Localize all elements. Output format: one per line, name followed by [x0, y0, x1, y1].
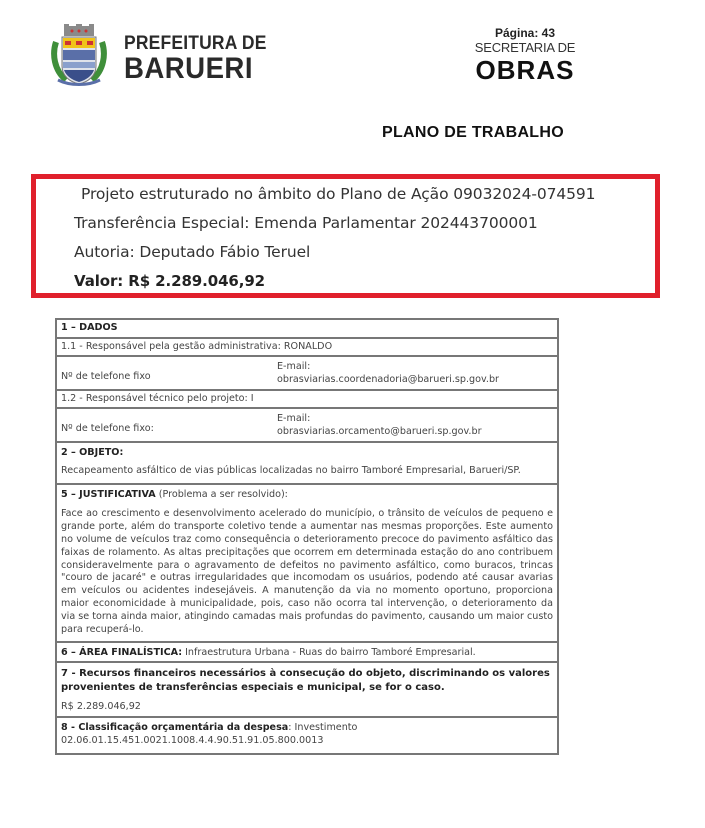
autoria-line: Autoria: Deputado Fábio Teruel	[74, 243, 311, 261]
org-name	[124, 34, 279, 84]
justificativa-subheading: (Problema a ser resolvido):	[155, 488, 288, 500]
responsavel-gestao: 1.1 - Responsável pela gestão administrativa: RONALDO	[57, 339, 557, 357]
section-justificativa	[57, 485, 557, 643]
area-finalistica-value: Infraestrutura Urbana - Ruas do bairro Tamboré Empresarial.	[182, 646, 476, 658]
section-justificativa-title	[57, 485, 557, 503]
area-finalistica-heading: 6 – ÁREA FINALÍSTICA:	[61, 646, 183, 658]
valor-line: Valor: R$ 2.289.046,92	[74, 272, 266, 290]
phone-label: Nº de telefone fixo	[61, 371, 151, 382]
contact-row-2	[57, 409, 557, 443]
section-dados-title: 1 – DADOS	[57, 320, 557, 339]
contact-row-1	[57, 357, 557, 391]
justificativa-heading: 5 – JUSTIFICATIVA	[61, 488, 156, 500]
org-name-line1: PREFEITURA DE	[124, 33, 267, 54]
objeto-text: Recapeamento asfáltico de vias públicas localizadas no bairro Tamboré Empresarial, Barueri/SP.	[61, 465, 521, 476]
document-title: PLANO DE TRABALHO	[382, 124, 564, 141]
phone-label: Nº de telefone fixo:	[61, 423, 154, 434]
recursos-heading: 7 - Recursos financeiros necessários à consecução do objeto, discriminando os valores provenientes de transferências especiais e municipal, se for o caso.	[61, 667, 550, 693]
plano-acao-line: Projeto estruturado no âmbito do Plano de Ação 09032024-074591	[81, 185, 596, 203]
page-info	[470, 26, 580, 84]
coat-of-arms-icon	[50, 24, 108, 88]
highlight-box	[31, 174, 660, 298]
email-value: obrasviarias.coordenadoria@barueri.sp.gov.br	[277, 374, 499, 385]
recursos-value: R$ 2.289.046,92	[61, 700, 141, 712]
email-label: E-mail:	[277, 413, 311, 424]
justificativa-text: Face ao crescimento e desenvolvimento acelerado do município, o trânsito de veículos de pequeno e grande porte, além do transporte coletivo tende a aumentar nas mesmas proporções. Este aumento no volume de veículos traz como consequência o deterioramento precoce do pavimento asfáltico das faixas de rolamento. As altas precipitações que ocorrem em determinada estação do ano contribuem consideravelmente para o agravamento de defeitos no pavimento asfáltico, como buracos, trincas "couro de jacaré" e outras irregularidades que incomodam os usuários, podendo até causar avarias em veículos ou acidentes indesejáveis. A manutenção da via no momento oportuno, proporciona maior economicidade à municipalidade, pois, caso não ocorra tal intervenção, o deterioramento da via se torna ainda maior, atingindo camadas mais profundas do pavimento, causando um maior custo para recuperá-lo.	[61, 507, 553, 636]
transferencia-line: Transferência Especial: Emenda Parlamentar 202443700001	[74, 214, 538, 232]
work-plan-table	[55, 318, 559, 755]
section-classificacao	[57, 718, 557, 753]
email-label: E-mail:	[277, 361, 311, 372]
page-number: Página: 43	[494, 26, 556, 40]
secretaria-label: SECRETARIA DE	[474, 40, 576, 55]
section-objeto-title: 2 – OBJETO:	[61, 447, 124, 458]
responsavel-tecnico: 1.2 - Responsável técnico pelo projeto: I	[57, 391, 557, 409]
classificacao-heading: 8 - Classificação orçamentária da despesa	[61, 721, 289, 733]
secretaria-name: OBRAS	[475, 55, 575, 85]
classificacao-line	[61, 721, 553, 734]
org-name-line2: BARUERI	[124, 52, 253, 85]
section-area-finalistica	[57, 643, 557, 663]
section-recursos	[57, 663, 557, 718]
classificacao-value: : Investimento	[288, 721, 358, 733]
email-block	[277, 357, 503, 389]
classificacao-code: 02.06.01.15.451.0021.1008.4.4.90.51.91.05.800.0013	[61, 734, 324, 746]
email-block	[277, 409, 486, 441]
section-objeto	[57, 443, 557, 485]
email-value: obrasviarias.orcamento@barueri.sp.gov.br	[277, 426, 482, 437]
